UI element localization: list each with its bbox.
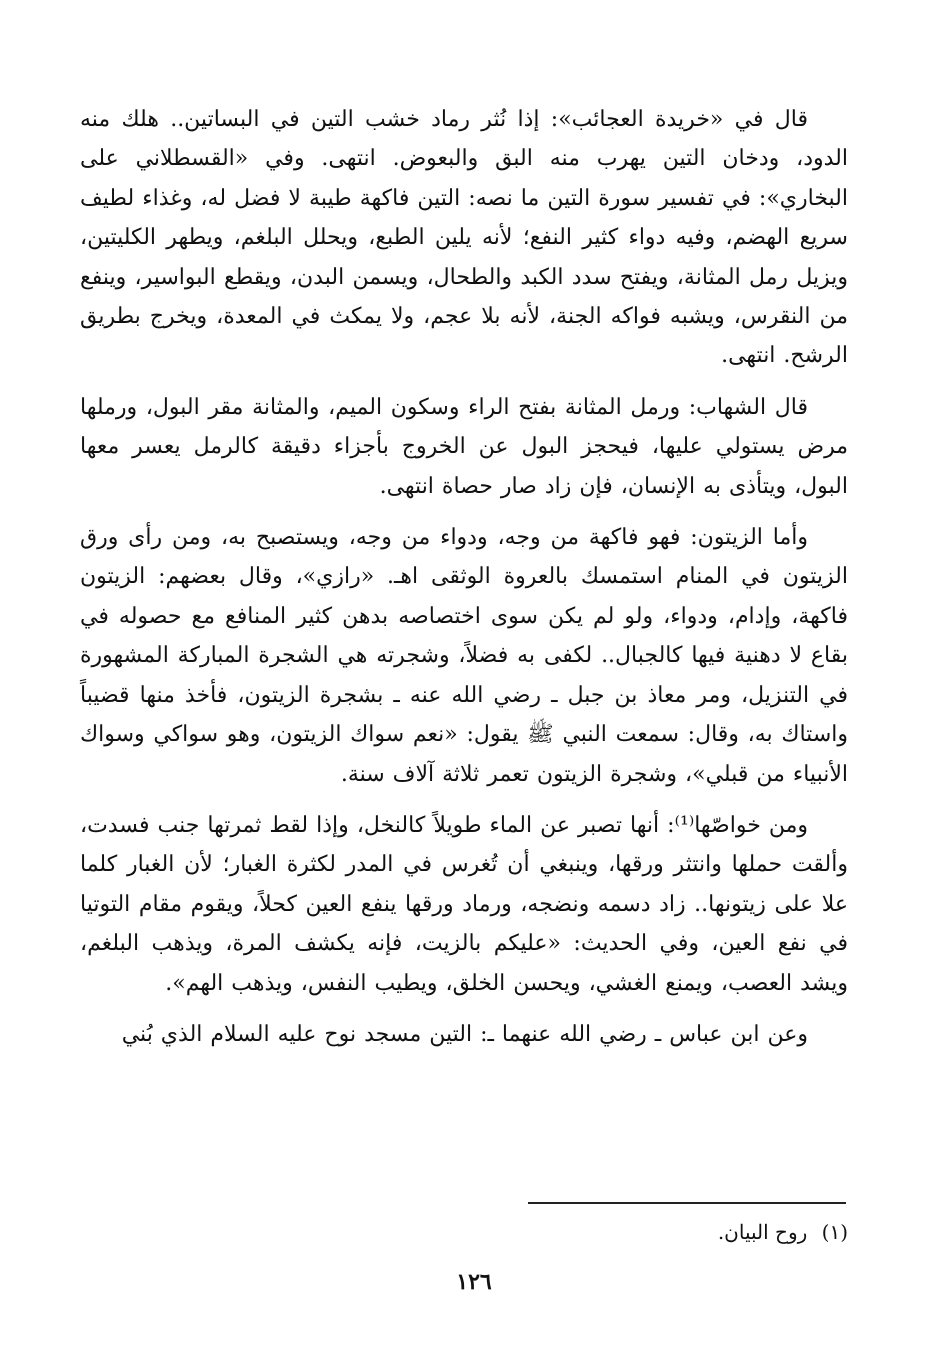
main-text-block (80, 100, 848, 1066)
paragraph-al-shihab: قال الشهاب: ورمل المثانة بفتح الراء وسكون الميم، والمثانة مقر البول، ورملها مرض يستولي عليها، فيحجز البول عن الخروج بأجزاء دقيقة كالرمل يعسر معها البول، ويتأذى به الإنسان، فإن زاد صار حصاة انتهى. (80, 394, 848, 499)
paragraph-olive-properties: ومن خواصّها⁽¹⁾: أنها تصبر عن الماء طويلاً كالنخل، وإذا لقط ثمرتها جنب فسدت، وألقت حملها وانتثر ورقها، وينبغي أن تُغرس في المدر لكثرة الغبار؛ لأن الغبار كلما علا على زيتونها.. زاد دسمه ونضجه، ورماد ورقها ينفع العين كحلاً، ويقوم مقام التوتيا في نفع العين، وفي الحديث: «عليكم بالزيت، فإنه يكشف المرة، ويذهب البلغم، ويشد العصب، ويمنع الغشي، ويحسن الخلق، ويطيب النفس، ويذهب الهم». (80, 812, 848, 996)
footnote-marker: (١) (821, 1220, 848, 1244)
footnote-text: روح البيان. (717, 1220, 808, 1244)
paragraph-olive: وأما الزيتون: فهو فاكهة من وجه، ودواء من وجه، ويستصبح به، ومن رأى ورق الزيتون في المنام استمسك بالعروة الوثقى اهـ. «رازي»، وقال بعضهم: الزيتون فاكهة، وإدام، ودواء، ولو لم يكن سوى اختصاصه بدهن كثير المنافع مع حصوله في بقاع لا دهنية فيها كالجبال.. لكفى به فضلاً، وشجرته هي الشجرة المباركة المشهورة في التنزيل، ومر معاذ بن جبل ـ رضي الله عنه ـ بشجرة الزيتون، فأخذ منها قضيباً واستاك به، وقال: سمعت النبي ﷺ يقول: «نعم سواك الزيتون، وهو سواكي وسواك الأنبياء من قبلي»، وشجرة الزيتون تعمر ثلاثة آلاف سنة. (80, 525, 848, 787)
footnote (80, 1216, 848, 1248)
paragraph-khareedat-al-ajaib: قال في «خريدة العجائب»: إذا نُثر رماد خشب التين في البساتين.. هلك منه الدود، ودخان التين يهرب منه البق والبعوض. انتهى. وفي «القسطلاني على البخاري»: في تفسير سورة التين ما نصه: التين فاكهة طيبة لا فضل له، وغذاء لطيف سريع الهضم، وفيه دواء كثير النفع؛ لأنه يلين الطبع، ويحلل البلغم، ويطهر الكليتين، ويزيل رمل المثانة، ويفتح سدد الكبد والطحال، ويسمن البدن، ويقطع البواسير، وينفع من النقرس، ويشبه فواكه الجنة، لأنه بلا عجم، ولا يمكث في المعدة، ويخرج بطريق الرشح. انتهى. (80, 107, 848, 369)
footnote-separator (528, 1202, 846, 1204)
page-number: ١٢٦ (456, 1269, 492, 1295)
paragraph-ibn-abbas: وعن ابن عباس ـ رضي الله عنهما ـ: التين مسجد نوح عليه السلام الذي بُني (121, 1021, 808, 1047)
